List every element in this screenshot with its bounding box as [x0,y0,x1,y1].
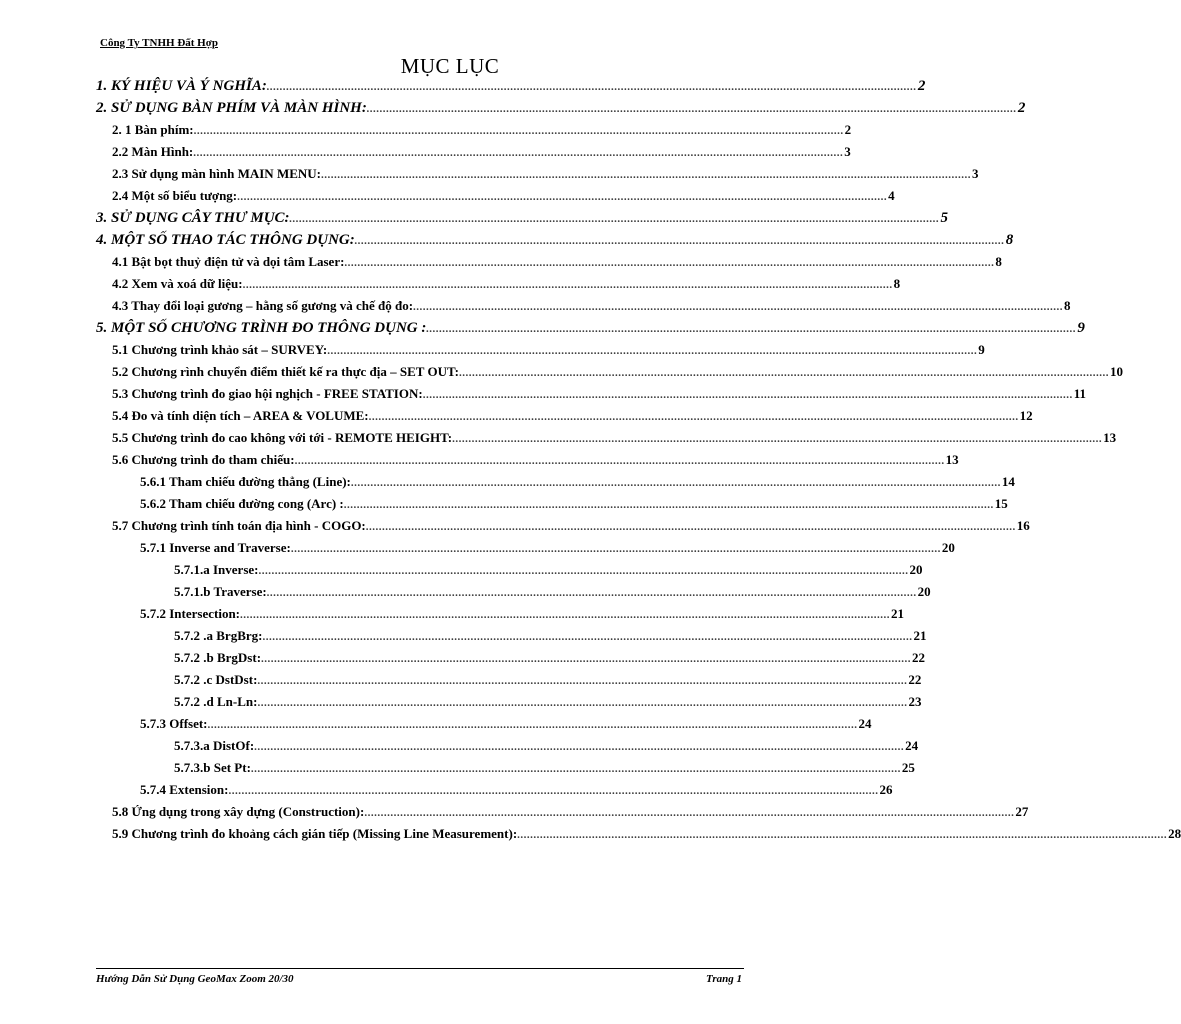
toc-leader-dots: ........................................................................................................................................................................................................ [294,455,945,467]
toc-entry-page: 16 [1016,518,1030,533]
toc-entry[interactable] [112,166,979,182]
toc-leader-dots: ........................................................................................................................................................................................................ [193,125,844,137]
toc-entry-page: 22 [908,672,922,687]
toc-entry-page: 25 [901,760,915,775]
toc-entry-title: 4.2 Xem và xoá dữ liệu: [112,276,243,291]
toc-leader-dots: ........................................................................................................................................................................................................ [193,147,844,159]
toc-entry-title: 5.1 Chương trình khảo sát – SURVEY: [112,342,328,357]
toc-entry-title: 5.5 Chương trình đo cao không với tới - REMOTE HEIGHT: [112,430,453,445]
toc-entry[interactable] [112,518,1030,534]
toc-entry[interactable] [112,342,985,358]
toc-leader-dots: ........................................................................................................................................................................................................ [266,587,917,599]
toc-entry-title: 2.4 Một số biểu tượng: [112,188,238,203]
footer-divider [96,968,744,969]
toc-leader-dots: ........................................................................................................................................................................................................ [320,169,971,181]
toc-leader-dots: ........................................................................................................................................................................................................ [257,697,908,709]
toc-entry-title: 5.4 Đo và tính diện tích – AREA & VOLUME: [112,408,369,423]
toc-leader-dots: ........................................................................................................................................................................................................ [261,653,912,665]
toc-entry[interactable] [112,144,851,160]
toc-entry[interactable] [140,474,1015,490]
toc-leader-dots: ........................................................................................................................................................................................................ [354,235,1005,247]
toc-entry[interactable] [112,386,1086,402]
toc-entry-page: 8 [995,254,1002,269]
toc-entry-title: 5.3 Chương trình đo giao hội nghịch - FREE STATION: [112,386,423,401]
toc-entry-title: 5.8 Ứng dụng trong xây dựng (Construction): [112,804,365,819]
toc-leader-dots: ........................................................................................................................................................................................................ [262,631,913,643]
toc-entry-title: 5.9 Chương trình đo khoảng cách gián tiếp (Missing Line Measurement): [112,826,518,841]
toc-leader-dots: ........................................................................................................................................................................................................ [459,367,1109,379]
toc-leader-dots: ........................................................................................................................................................................................................ [258,565,909,577]
toc-leader-dots: ........................................................................................................................................................................................................ [289,213,940,225]
toc-entry[interactable] [140,782,893,798]
company-name: Công Ty TNHH Đất Hợp [100,37,218,49]
toc-entry[interactable] [174,584,931,600]
toc-leader-dots: ........................................................................................................................................................................................................ [290,543,941,555]
toc-entry[interactable] [112,276,901,292]
toc-leader-dots: ........................................................................................................................................................................................................ [344,257,995,269]
toc-entry[interactable] [140,540,955,556]
toc-entry-title: 5.7.4 Extension: [140,782,229,797]
toc-entry[interactable] [112,408,1033,424]
toc-entry-page: 12 [1019,408,1033,423]
toc-entry-page: 4 [888,188,895,203]
toc-entry-page: 27 [1015,804,1029,819]
toc-leader-dots: ........................................................................................................................................................................................................ [266,81,917,93]
toc-entry-page: 13 [945,452,959,467]
toc-entry[interactable] [112,122,852,138]
toc-entry-title: 5.7.2 .c DstDst: [174,672,258,687]
toc-leader-dots: ........................................................................................................................................................................................................ [413,301,1064,313]
toc-entry-title: 5.7.3.b Set Pt: [174,760,251,775]
toc-leader-dots: ........................................................................................................................................................................................................ [228,785,879,797]
toc-entry-page: 8 [1005,232,1014,248]
page-title: MỤC LỤC [400,54,500,78]
toc-entry[interactable] [112,826,1181,842]
toc-entry[interactable] [112,364,1123,380]
toc-entry-page: 5 [940,210,949,226]
toc-leader-dots: ........................................................................................................................................................................................................ [207,719,858,731]
toc-entry-page: 21 [913,628,927,643]
toc-entry-title: 5.6 Chương trình đo tham chiếu: [112,452,295,467]
toc-entry-title: 5. MỘT SỐ CHƯƠNG TRÌNH ĐO THÔNG DỤNG : [96,320,427,336]
toc-leader-dots: ........................................................................................................................................................................................................ [368,411,1019,423]
toc-entry-title: 5.7.1 Inverse and Traverse: [140,540,291,555]
toc-entry-page: 20 [917,584,931,599]
toc-entry[interactable] [112,188,895,204]
toc-entry-page: 9 [978,342,985,357]
toc-entry-title: 2. 1 Bàn phím: [112,122,194,137]
toc-leader-dots: ........................................................................................................................................................................................................ [240,609,891,621]
toc-entry-title: 2.3 Sử dụng màn hình MAIN MENU: [112,166,321,181]
toc-entry[interactable] [112,254,1002,270]
toc-entry[interactable] [174,628,927,644]
toc-entry-title: 1. KÝ HIỆU VÀ Ý NGHĨA: [96,78,267,94]
toc-entry[interactable] [174,694,922,710]
toc-entry-page: 2 [844,122,852,137]
toc-entry-title: 5.7.2 .a BrgBrg: [174,628,263,643]
toc-entry[interactable] [112,804,1029,820]
toc-leader-dots: ........................................................................................................................................................................................................ [422,389,1073,401]
toc-entry-page: 24 [905,738,919,753]
toc-entry[interactable] [96,320,1085,337]
toc-entry-title: 5.7.1.b Traverse: [174,584,267,599]
toc-entry[interactable] [140,606,905,622]
toc-entry-title: 5.2 Chương rình chuyển điểm thiết kế ra thực địa – SET OUT: [112,364,459,379]
toc-entry-title: 3. SỬ DỤNG CÂY THƯ MỤC: [96,210,290,226]
toc-entry-page: 24 [858,716,872,731]
toc-entry-page: 15 [994,496,1008,511]
toc-entry[interactable] [96,232,1014,249]
toc-entry-page: 13 [1103,430,1117,445]
toc-entry[interactable] [112,430,1117,446]
toc-entry-title: 4.3 Thay đổi loại gương – hằng số gương và chế độ đo: [112,298,414,313]
toc-leader-dots: ........................................................................................................................................................................................................ [327,345,978,357]
toc-leader-dots: ........................................................................................................................................................................................................ [242,279,893,291]
toc-entry-page: 9 [1077,320,1085,336]
toc-entry-page: 23 [908,694,922,709]
footer-page-number: Trang 1 [706,973,742,985]
toc-entry-page: 21 [891,606,905,621]
toc-leader-dots: ........................................................................................................................................................................................................ [365,521,1016,533]
toc-entry-page: 11 [1073,386,1086,401]
toc-entry-title: 5.7.1.a Inverse: [174,562,259,577]
toc-entry-page: 14 [1001,474,1015,489]
toc-entry-title: 5.7 Chương trình tính toán địa hình - COGO: [112,518,366,533]
toc-leader-dots: ........................................................................................................................................................................................................ [257,675,908,687]
toc-entry-page: 20 [909,562,923,577]
toc-entry-title: 5.6.2 Tham chiếu đường cong (Arc) : [140,496,344,511]
toc-entry-title: 5.7.2 .b BrgDst: [174,650,262,665]
toc-entry-page: 28 [1168,826,1181,841]
toc-entry-page: 10 [1110,364,1123,379]
toc-entry[interactable] [96,100,1026,117]
toc-entry[interactable] [174,738,919,754]
toc-entry-page: 3 [971,166,979,181]
toc-entry-title: 4.1 Bật bọt thuỷ điện tử và dọi tâm Laser: [112,254,345,269]
toc-entry[interactable] [96,210,949,227]
footer-document-title: Hướng Dẫn Sử Dụng GeoMax Zoom 20/30 [96,973,294,985]
toc-leader-dots: ........................................................................................................................................................................................................ [364,807,1015,819]
toc-leader-dots: ........................................................................................................................................................................................................ [254,741,905,753]
toc-entry[interactable] [140,496,1008,512]
toc-leader-dots: ........................................................................................................................................................................................................ [366,103,1017,115]
toc-leader-dots: ........................................................................................................................................................................................................ [452,433,1103,445]
toc-entry-title: 5.7.2 .d Ln-Ln: [174,694,258,709]
toc-entry[interactable] [174,562,923,578]
toc-entry-page: 22 [912,650,926,665]
toc-entry-page: 2 [917,78,926,94]
toc-leader-dots: ........................................................................................................................................................................................................ [343,499,994,511]
toc-entry[interactable] [112,452,959,468]
toc-entry-page: 8 [893,276,901,291]
toc-entry-page: 20 [941,540,955,555]
toc-entry-page: 2 [1017,100,1026,116]
toc-entry-page: 3 [844,144,851,159]
toc-entry[interactable] [174,672,922,688]
toc-leader-dots: ........................................................................................................................................................................................................ [250,763,901,775]
toc-entry-page: 8 [1064,298,1071,313]
toc-leader-dots: ........................................................................................................................................................................................................ [350,477,1001,489]
toc-entry-title: 5.7.3 Offset: [140,716,208,731]
toc-entry-title: 5.7.2 Intersection: [140,606,241,621]
toc-entry[interactable] [174,760,915,776]
toc-entry-page: 26 [879,782,893,797]
toc-leader-dots: ........................................................................................................................................................................................................ [237,191,888,203]
toc-entry-title: 2.2 Màn Hình: [112,144,194,159]
toc-entry[interactable] [174,650,926,666]
toc-entry-title: 4. MỘT SỐ THAO TÁC THÔNG DỤNG: [96,232,355,248]
toc-entry-title: 5.6.1 Tham chiếu đường thẳng (Line): [140,474,351,489]
toc-leader-dots: ........................................................................................................................................................................................................ [426,323,1077,335]
toc-entry-title: 5.7.3.a DistOf: [174,738,255,753]
toc-leader-dots: ........................................................................................................................................................................................................ [517,829,1168,841]
toc-entry-title: 2. SỬ DỤNG BÀN PHÍM VÀ MÀN HÌNH: [96,100,367,116]
toc-entry[interactable] [140,716,872,732]
toc-entry[interactable] [96,78,926,95]
toc-entry[interactable] [112,298,1071,314]
